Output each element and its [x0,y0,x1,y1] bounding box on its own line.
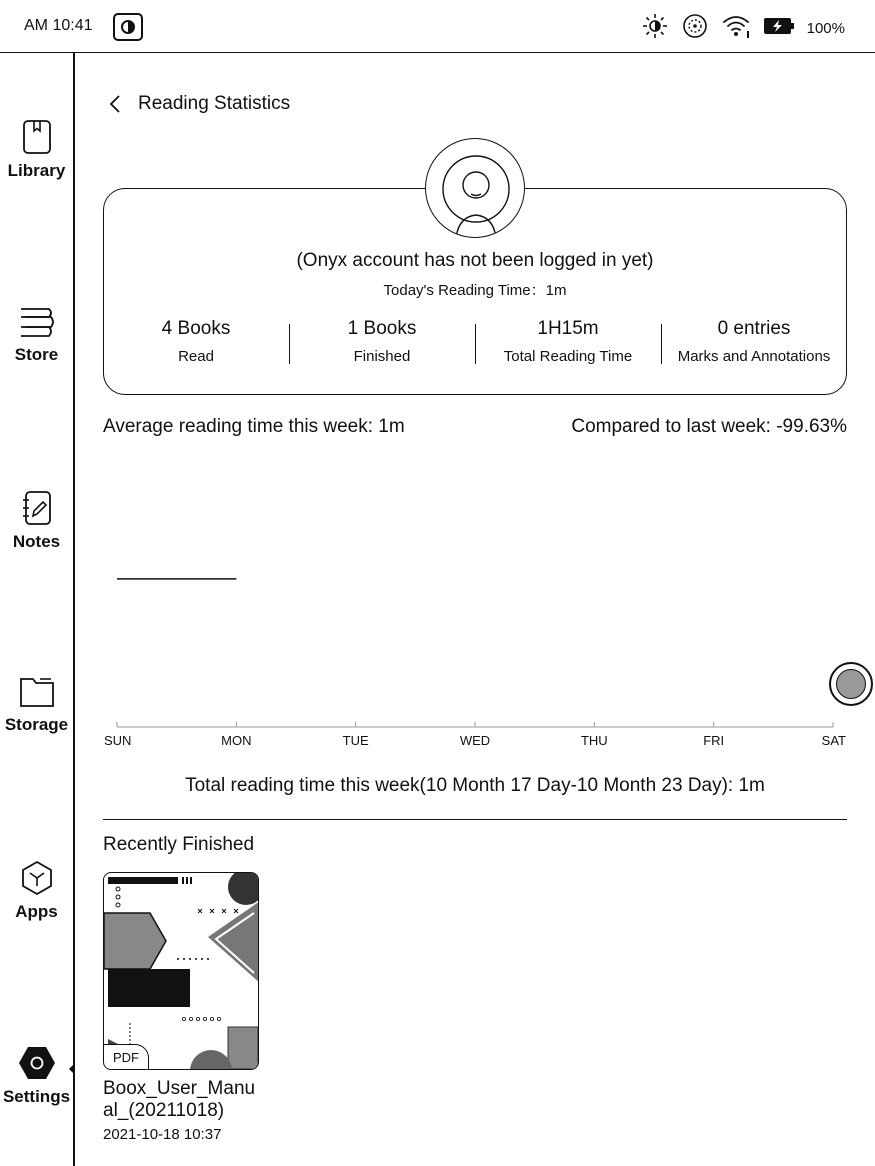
stat-value: 1H15m [537,318,599,339]
weekly-total: Total reading time this week(10 Month 17 Day-10 Month 23 Day): 1m [185,775,765,796]
sidebar-item-apps[interactable] [0,860,73,922]
x-tick-label: MON [221,733,252,748]
sidebar-item-library[interactable] [0,119,73,181]
stat-label: Total Reading Time [503,348,633,365]
stat-books-finished[interactable] [289,318,475,378]
x-tick-label: SAT [821,733,846,748]
recently-finished-title: Recently Finished [103,834,255,855]
avatar[interactable] [425,138,525,238]
settings-hex-icon [18,1045,56,1081]
sidebar-item-store[interactable] [0,305,73,365]
floating-scroll-handle[interactable] [829,662,873,706]
apps-cube-icon [19,860,55,896]
sidebar-item-label: Storage [4,715,69,734]
status-bar [0,0,875,53]
login-status-message[interactable]: (Onyx account has not been logged in yet) [296,250,654,271]
stat-total-reading-time[interactable] [475,318,661,378]
back-button[interactable] [106,92,126,116]
status-time: AM 10:41 [24,17,93,34]
handle-knob [836,669,866,699]
x-tick-label: SUN [104,733,132,748]
stat-value: 4 Books [161,318,231,339]
wifi-icon[interactable] [721,12,751,45]
sync-icon[interactable] [681,12,709,45]
sidebar-item-label: Settings [2,1087,71,1106]
book-title: Boox_User_Manual_(20211018) [103,1078,256,1121]
active-indicator [69,1063,75,1075]
brightness-icon[interactable] [641,12,669,45]
stat-label: Marks and Annotations [677,348,831,365]
sidebar-nav [0,53,75,1166]
book-date: 2021-10-18 10:37 [103,1126,222,1143]
book-cover[interactable] [103,872,259,1070]
book-icon [21,119,53,155]
sidebar-item-notes[interactable] [0,490,73,552]
page-title: Reading Statistics [138,93,291,114]
x-tick-label: TUE [342,733,369,748]
weekly-comparison: Compared to last week: -99.63% [571,416,847,437]
note-pen-icon [20,490,54,526]
stat-value: 0 entries [717,318,791,339]
x-tick-label: WED [459,733,491,748]
refresh-mode-icon[interactable] [113,13,143,41]
stat-label: Read [178,348,214,365]
folder-icon [18,675,56,709]
sidebar-item-label: Store [14,345,59,364]
divider [103,819,847,820]
sidebar-item-label: Notes [12,532,61,551]
x-tick-label: FRI [703,733,725,748]
sidebar-item-label: Apps [15,902,58,921]
stat-books-read[interactable] [103,318,289,378]
x-tick-label: THU [580,733,608,748]
weekly-reading-chart [100,470,860,760]
sidebar-item-storage[interactable] [0,675,73,735]
stat-label: Finished [353,348,411,365]
weekly-average: Average reading time this week: 1m [103,416,405,437]
sidebar-item-label: Library [7,161,66,180]
book-cover-art [104,873,259,1070]
today-reading-time: Today's Reading Time：1m [383,282,567,299]
user-avatar-icon [426,139,525,238]
book-item[interactable] [103,872,263,1143]
sidebar-item-settings[interactable] [0,1045,73,1107]
stat-marks-annotations[interactable] [661,318,847,378]
books-stack-icon [17,305,57,339]
stat-value: 1 Books [347,318,417,339]
battery-percent: 100% [806,20,845,37]
stats-row [103,318,847,378]
chevron-left-icon [106,92,126,116]
file-type-badge: PDF [103,1044,149,1070]
battery-charging-icon [763,16,795,41]
